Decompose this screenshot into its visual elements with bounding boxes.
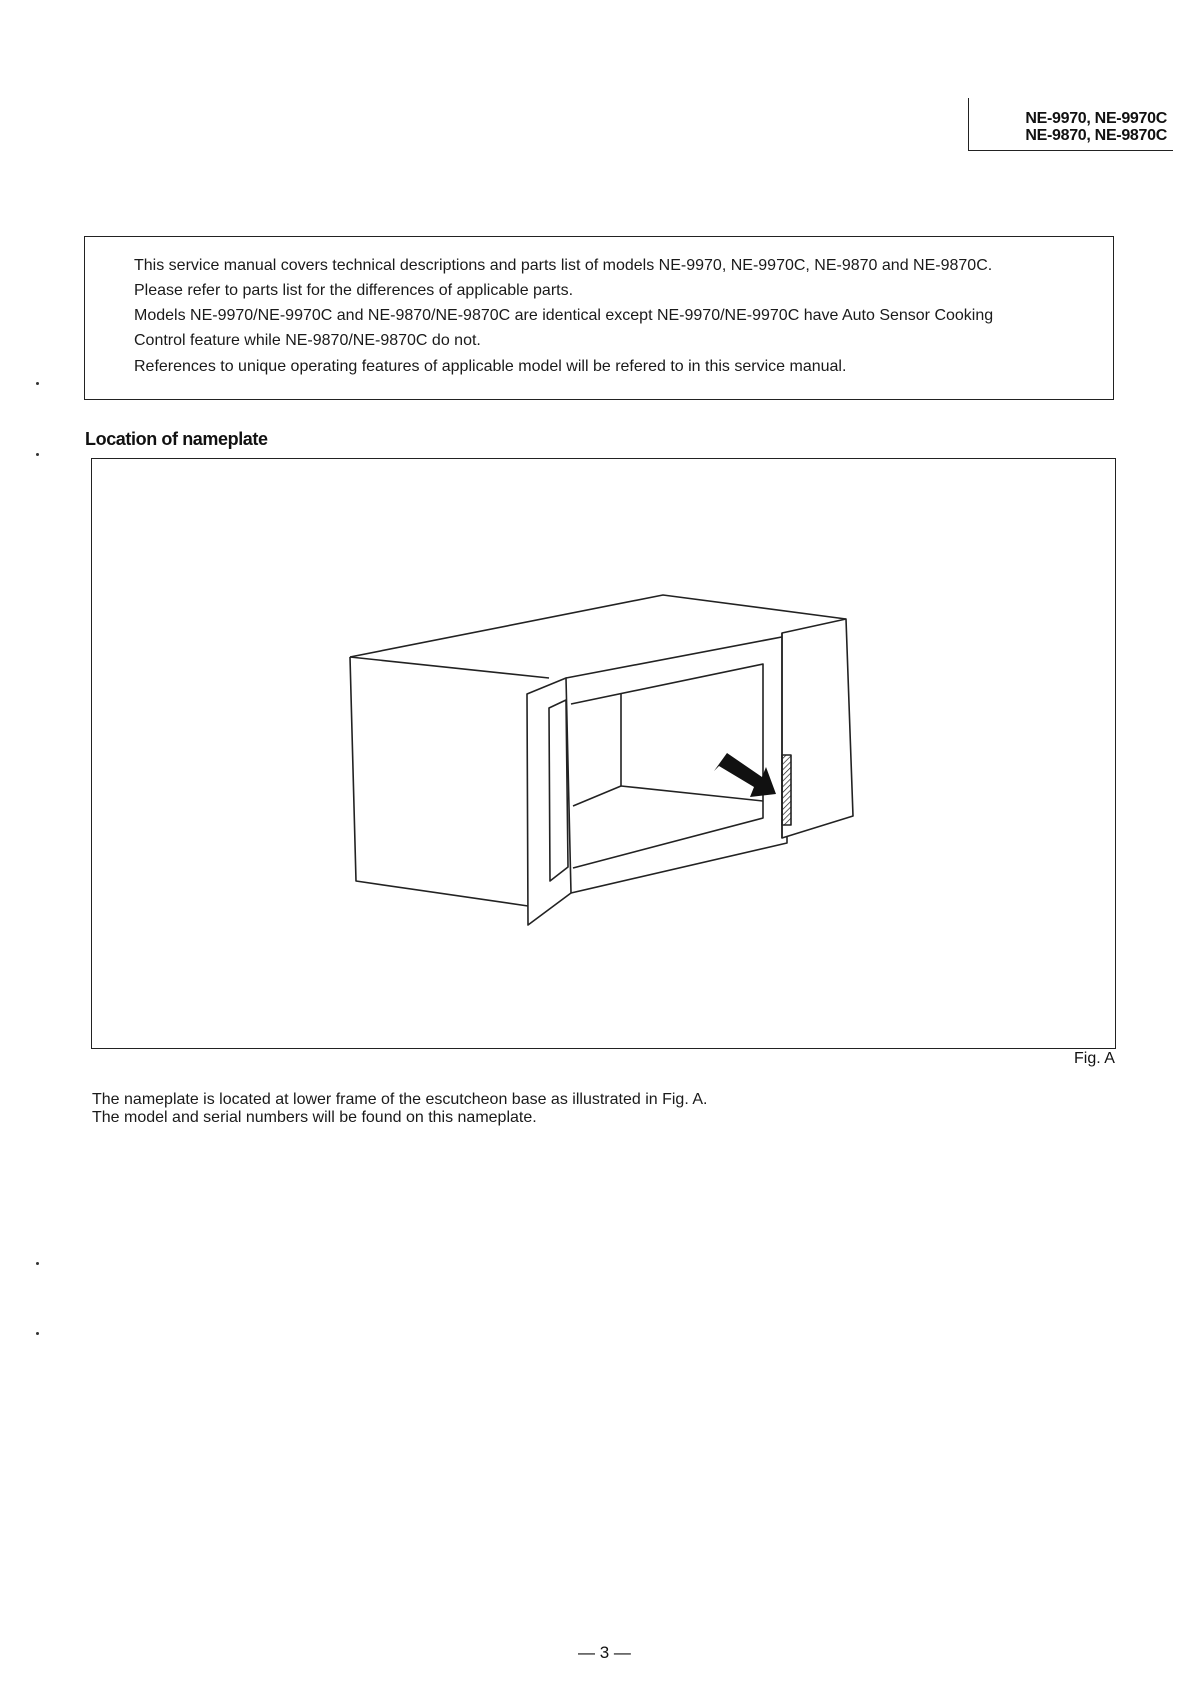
caption-line: The nameplate is located at lower frame of the escutcheon base as illustrated in Fig. A. [92,1091,708,1108]
scan-speck [36,453,39,456]
nameplate-arrow [714,753,776,797]
model-header [968,98,1173,151]
page-number: — 3 — [578,1643,631,1662]
notice-box [84,236,1114,400]
section-title: Location of nameplate [85,429,268,449]
scan-speck [36,382,39,385]
notice-line: Please refer to parts list for the differences of applicable parts. [134,282,574,299]
scan-speck [36,1262,39,1265]
cabinet-top [350,595,846,657]
nameplate [782,755,791,825]
microwave-illustration [92,459,1117,1050]
notice-line: This service manual covers technical descriptions and parts list of models NE-9970, NE-9970C, NE-9870 and NE-9870C. [134,257,993,274]
model-header-line-2: NE-9870, NE-9870C [1025,127,1167,144]
scan-speck [36,1332,39,1335]
model-header-line-1: NE-9970, NE-9970C [1025,110,1167,127]
figure-box [91,458,1116,1049]
caption-line: The model and serial numbers will be found on this nameplate. [92,1109,537,1126]
figure-label: Fig. A [1074,1050,1115,1067]
notice-line: Control feature while NE-9870/NE-9870C do not. [134,332,481,349]
cabinet-side [350,657,528,906]
control-panel [782,619,853,838]
oven-front-frame [566,636,787,893]
notice-line: References to unique operating features of applicable model will be refered to in this service manual. [134,358,847,375]
notice-line: Models NE-9970/NE-9970C and NE-9870/NE-9870C are identical except NE-9970/NE-9970C have Auto Sensor Cooking [134,307,994,324]
